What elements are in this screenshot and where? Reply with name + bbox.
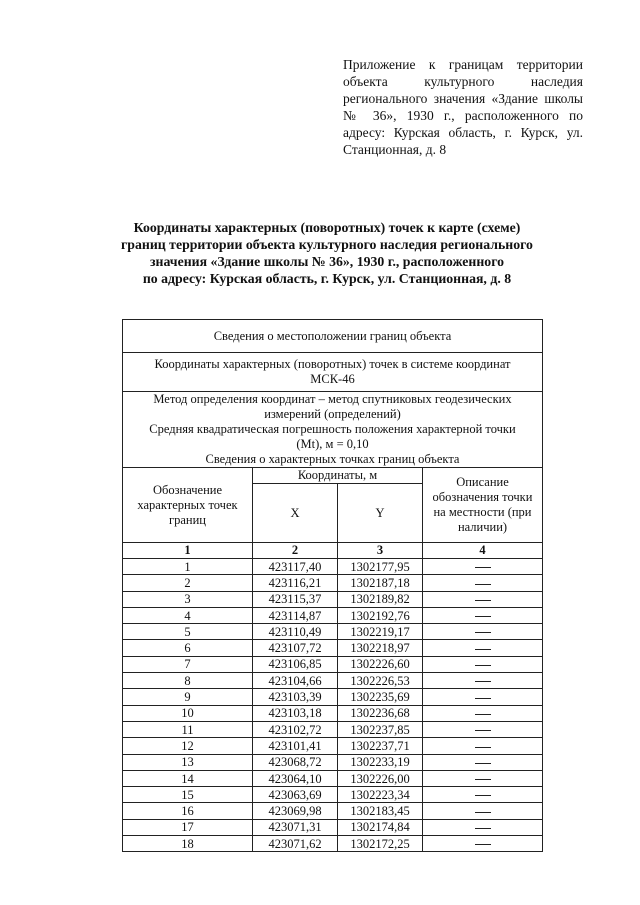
column-number: 3	[338, 543, 423, 559]
cell-description	[423, 656, 543, 672]
cell-y: 1302192,76	[338, 607, 423, 623]
table-row	[123, 770, 543, 786]
table-row	[123, 640, 543, 656]
title-line: по адресу: Курская область, г. Курск, ул. Станционная, д. 8	[142, 271, 512, 286]
cell-n: 13	[123, 754, 253, 770]
header-row	[123, 468, 543, 484]
cell-y: 1302226,00	[338, 770, 423, 786]
cell-description	[423, 624, 543, 640]
cell-x: 423110,49	[253, 624, 338, 640]
cell-description	[423, 721, 543, 737]
method-row	[123, 392, 543, 468]
cell-y: 1302235,69	[338, 689, 423, 705]
cell-y: 1302226,53	[338, 673, 423, 689]
header-description: Описание обозначения точки на местности (при наличии)	[423, 468, 543, 543]
cell-description	[423, 738, 543, 754]
column-number-row	[123, 543, 543, 559]
cell-description	[423, 689, 543, 705]
cell-description	[423, 705, 543, 721]
cell-x: 423071,31	[253, 819, 338, 835]
table-row	[123, 787, 543, 803]
table-row	[123, 738, 543, 754]
cell-x: 423101,41	[253, 738, 338, 754]
cell-x: 423102,72	[253, 721, 338, 737]
cell-x: 423116,21	[253, 575, 338, 591]
cell-y: 1302237,71	[338, 738, 423, 754]
dash-mark	[475, 632, 491, 633]
cell-x: 423117,40	[253, 559, 338, 575]
cell-x: 423071,62	[253, 836, 338, 852]
cell-description	[423, 591, 543, 607]
cell-x: 423064,10	[253, 770, 338, 786]
table-row	[123, 607, 543, 623]
cell-description	[423, 770, 543, 786]
cell-n: 18	[123, 836, 253, 852]
header-x: X	[253, 484, 338, 543]
title-line: значения «Здание школы № 36», 1930 г., расположенного	[149, 254, 505, 269]
cell-x: 423107,72	[253, 640, 338, 656]
cell-y: 1302226,60	[338, 656, 423, 672]
cell-description	[423, 673, 543, 689]
dash-mark	[475, 812, 491, 813]
cell-x: 423068,72	[253, 754, 338, 770]
section-line: Координаты характерных (поворотных) точек в системе координат	[154, 357, 511, 371]
dash-mark	[475, 795, 491, 796]
cell-n: 7	[123, 656, 253, 672]
section-line: МСК-46	[310, 372, 355, 386]
cell-description	[423, 607, 543, 623]
dash-mark	[475, 698, 491, 699]
table-row	[123, 705, 543, 721]
cell-y: 1302189,82	[338, 591, 423, 607]
table-row	[123, 575, 543, 591]
dash-mark	[475, 567, 491, 568]
appendix-note: Приложение к границам территории объекта культурного наследия регионального значения «Здание школы № 36», 1930 г., расположенного по адресу: Курская область, г. Курск, ул. Станционная, д. 8	[343, 57, 583, 157]
cell-y: 1302187,18	[338, 575, 423, 591]
cell-x: 423106,85	[253, 656, 338, 672]
dash-mark	[475, 747, 491, 748]
cell-description	[423, 803, 543, 819]
cell-n: 6	[123, 640, 253, 656]
table-row	[123, 624, 543, 640]
table-row	[123, 689, 543, 705]
document-title	[80, 219, 574, 287]
table-row	[123, 819, 543, 835]
cell-y: 1302223,34	[338, 787, 423, 803]
table-row	[123, 591, 543, 607]
column-number: 1	[123, 543, 253, 559]
table-row	[123, 754, 543, 770]
title-line: Координаты характерных (поворотных) точек к карте (схеме)	[133, 220, 521, 235]
cell-description	[423, 836, 543, 852]
dash-mark	[475, 730, 491, 731]
cell-x: 423114,87	[253, 607, 338, 623]
cell-description	[423, 640, 543, 656]
cell-n: 1	[123, 559, 253, 575]
cell-n: 4	[123, 607, 253, 623]
cell-description	[423, 559, 543, 575]
method-line: Метод определения координат – метод спутниковых геодезических	[153, 392, 512, 406]
dash-mark	[475, 779, 491, 780]
dash-mark	[475, 616, 491, 617]
cell-n: 16	[123, 803, 253, 819]
table-row	[123, 721, 543, 737]
cell-y: 1302218,97	[338, 640, 423, 656]
cell-n: 3	[123, 591, 253, 607]
method-line: Средняя квадратическая погрешность положения характерной точки	[149, 422, 516, 436]
cell-y: 1302174,84	[338, 819, 423, 835]
dash-mark	[475, 665, 491, 666]
cell-description	[423, 819, 543, 835]
method-line: измерений (определений)	[264, 407, 401, 421]
cell-n: 8	[123, 673, 253, 689]
cell-x: 423063,69	[253, 787, 338, 803]
header-designation: Обозначение характерных точек границ	[123, 468, 253, 543]
section-row	[123, 320, 543, 353]
cell-y: 1302233,19	[338, 754, 423, 770]
dash-mark	[475, 584, 491, 585]
cell-n: 17	[123, 819, 253, 835]
table-row	[123, 803, 543, 819]
cell-x: 423115,37	[253, 591, 338, 607]
cell-x: 423104,66	[253, 673, 338, 689]
cell-y: 1302183,45	[338, 803, 423, 819]
table-row	[123, 673, 543, 689]
method-cell	[123, 392, 543, 468]
dash-mark	[475, 763, 491, 764]
dash-mark	[475, 714, 491, 715]
section-coordsystem-cell	[123, 353, 543, 392]
cell-n: 14	[123, 770, 253, 786]
cell-n: 11	[123, 721, 253, 737]
section-row	[123, 353, 543, 392]
table-row	[123, 656, 543, 672]
cell-n: 5	[123, 624, 253, 640]
cell-y: 1302237,85	[338, 721, 423, 737]
cell-n: 2	[123, 575, 253, 591]
cell-x: 423069,98	[253, 803, 338, 819]
dash-mark	[475, 681, 491, 682]
cell-description	[423, 575, 543, 591]
cell-n: 9	[123, 689, 253, 705]
dash-mark	[475, 649, 491, 650]
cell-x: 423103,39	[253, 689, 338, 705]
cell-n: 15	[123, 787, 253, 803]
cell-x: 423103,18	[253, 705, 338, 721]
method-line: (Mt), м = 0,10	[296, 437, 369, 451]
cell-y: 1302236,68	[338, 705, 423, 721]
table-row	[123, 836, 543, 852]
dash-mark	[475, 600, 491, 601]
title-line: границ территории объекта культурного наследия регионального	[121, 237, 533, 252]
column-number: 2	[253, 543, 338, 559]
cell-y: 1302219,17	[338, 624, 423, 640]
cell-description	[423, 787, 543, 803]
cell-n: 12	[123, 738, 253, 754]
cell-y: 1302172,25	[338, 836, 423, 852]
column-number: 4	[423, 543, 543, 559]
dash-mark	[475, 828, 491, 829]
header-y: Y	[338, 484, 423, 543]
header-coordinates: Координаты, м	[253, 468, 423, 484]
coordinates-table	[122, 319, 543, 852]
method-line: Сведения о характерных точках границ объекта	[205, 452, 460, 466]
dash-mark	[475, 844, 491, 845]
cell-n: 10	[123, 705, 253, 721]
cell-description	[423, 754, 543, 770]
cell-y: 1302177,95	[338, 559, 423, 575]
section-location-cell: Сведения о местоположении границ объекта	[123, 320, 543, 353]
table-row	[123, 559, 543, 575]
